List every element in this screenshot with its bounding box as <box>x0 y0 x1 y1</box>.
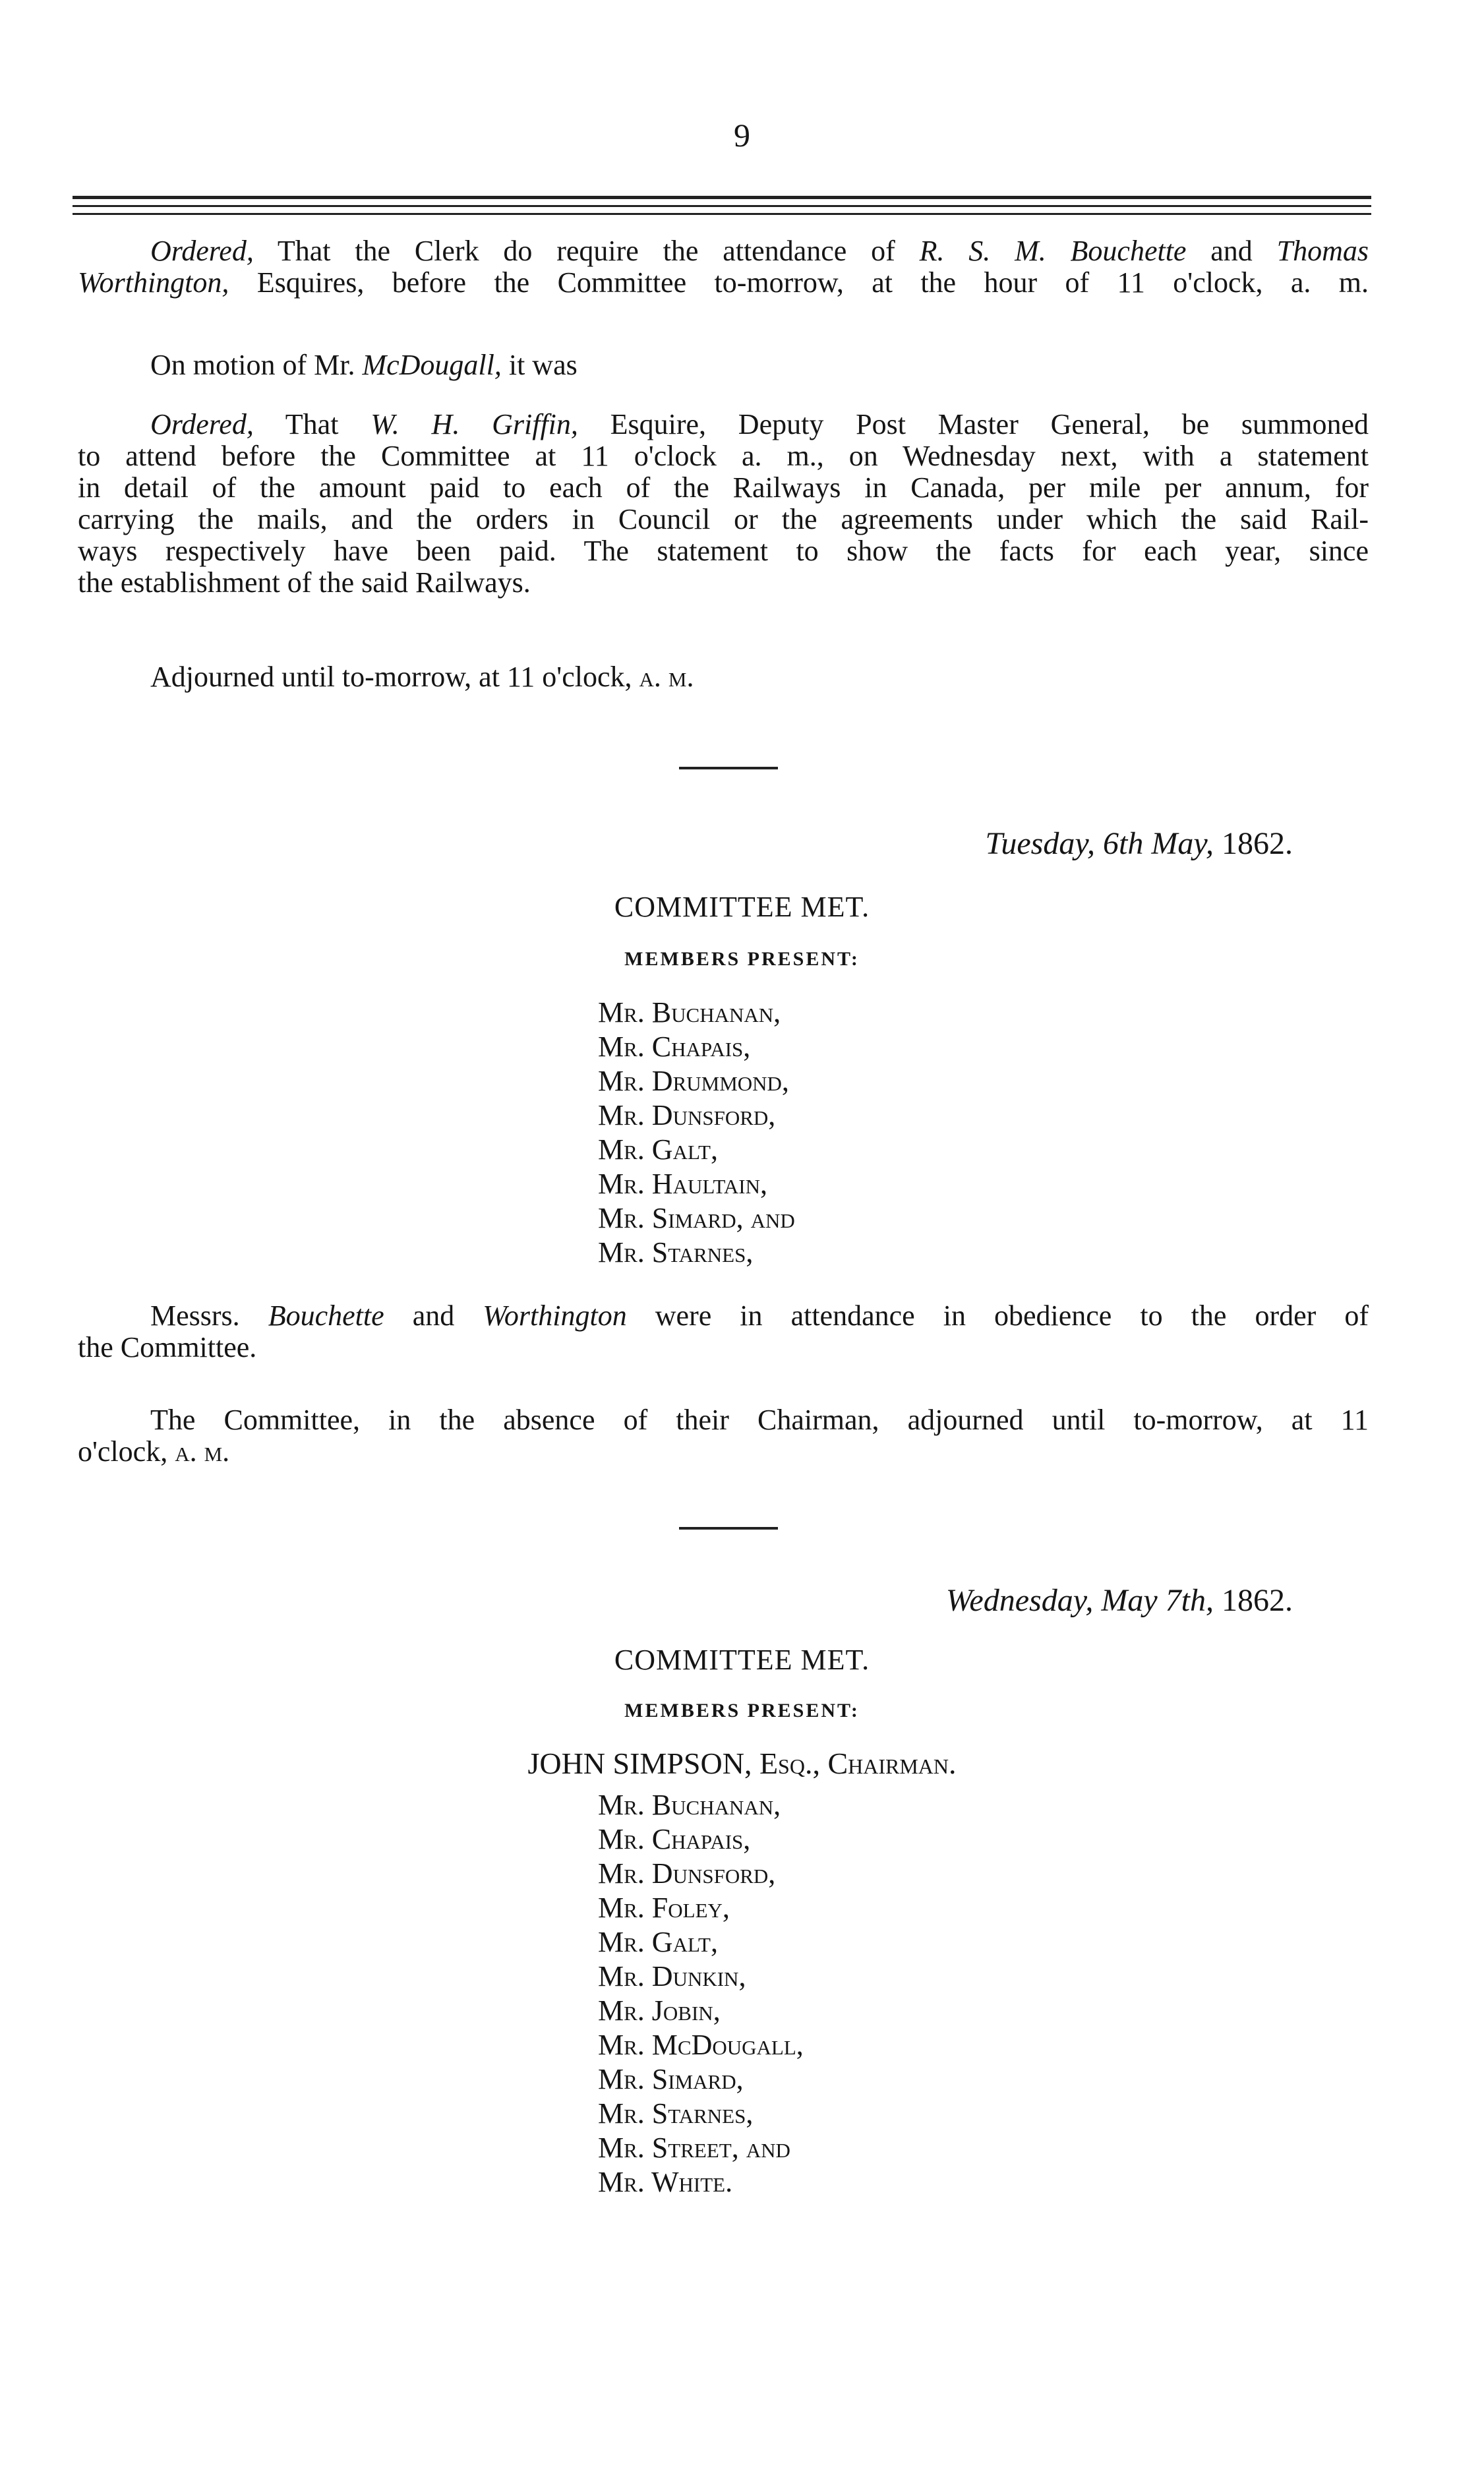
committee-met-heading: COMMITTEE MET. <box>614 1644 870 1676</box>
header-rule <box>73 205 1371 207</box>
members-present-label: MEMBERS PRESENT: <box>624 1700 860 1721</box>
adjourned-note <box>78 1404 1369 1468</box>
header-rule <box>73 196 1371 199</box>
attendance-note <box>78 1300 1369 1363</box>
text-line: to attend before the Committee at 11 o'clock a. m., on Wednesday next, with a statement <box>78 440 1369 472</box>
text-line: Ordered, That W. H. Griffin, Esquire, Deputy Post Master General, be summoned <box>150 408 1369 440</box>
section-separator <box>679 767 778 769</box>
members-present-label: MEMBERS PRESENT: <box>624 948 860 970</box>
text-line: ways respectively have been paid. The statement to show the facts for each year, since <box>78 535 1369 567</box>
text-line: in detail of the amount paid to each of the Railways in Canada, per mile per annum, for <box>78 471 1369 504</box>
document-page: 9 Ordered, That the Clerk do require the attendance of R. S. M. Bouchette and Thomas Worthington, Esquires, before the Committee to-morrow, at the hour of 11 o'clock, a. m. On motion of Mr. McDougall, it was Ordered, That W. H. Griffin, Esquire, Deputy Post Master General, be summoned to attend before the Committee at 11 o'clock a. m., on Wednesday next, with a statement in detail of the amount paid to each of the Railways in Canada, per mile per annum, for carrying the mails, and the orders in Council or the agreements under which the said Rail- ways respectively have been paid. The statement to show the facts for each year, since the establishment of the said Railways. Adjourned until to-morrow, at 11 o'clock, a. m. Tuesday, 6th May, 1862. COMMITTEE MET. MEMBERS PRESENT: Mr. Buchanan, Mr. Chapais, Mr. Drummond, Mr. Dunsford, Mr. Galt, Mr. Haultain, Mr. Simard, and Mr. Starnes, Messrs. Bouchette and Worthington were in attendance in obedience to the order of the Committee. The Committee, in the absence of their Chairman, adjourned until to-morrow, at 11 o'clock, a. m. Wednesday, May 7th, 1862. COMMITTEE MET. MEMBERS PRESENT: JOHN SIMPSON, Esq., Chairman. Mr. Buchanan, Mr. Chapais, Mr. Dunsford, Mr. Foley, Mr. Galt, Mr. Dunkin, Mr. Jobin, Mr. McDougall, Mr. Simard, Mr. Starnes, Mr. Street, and Mr. White. <box>0 0 1484 2479</box>
text-line: The Committee, in the absence of their Chairman, adjourned until to-morrow, at 11 <box>150 1404 1369 1436</box>
text-line: carrying the mails, and the orders in Council or the agreements under which the said Rail- <box>78 503 1369 535</box>
text-line: Adjourned until to-morrow, at 11 o'clock, a. m. <box>150 661 694 693</box>
order-paragraph-griffin <box>78 409 1369 599</box>
text-line: o'clock, a. m. <box>78 1435 230 1468</box>
chairman-line: JOHN SIMPSON, Esq., Chairman. <box>527 1747 957 1780</box>
header-rule <box>73 213 1371 215</box>
adjourned-paragraph <box>78 661 1369 693</box>
meeting-date: Tuesday, 6th May, 1862. <box>985 826 1293 861</box>
text-line: the establishment of the said Railways. <box>78 566 531 599</box>
text-line: On motion of Mr. McDougall, it was <box>150 349 578 381</box>
text-line: Messrs. Bouchette and Worthington were in attendance in obedience to the order of <box>150 1299 1369 1332</box>
text-line: Worthington, Esquires, before the Committee to-morrow, at the hour of 11 o'clock, a. m. <box>78 266 1369 299</box>
meeting-date: Wednesday, May 7th, 1862. <box>945 1583 1293 1618</box>
text-line: the Committee. <box>78 1331 257 1363</box>
section-separator <box>679 1527 778 1530</box>
text-line: Ordered, That the Clerk do require the attendance of R. S. M. Bouchette and Thomas <box>150 235 1369 267</box>
committee-met-heading: COMMITTEE MET. <box>614 891 870 923</box>
page-number: 9 <box>734 117 750 154</box>
motion-paragraph <box>78 349 1369 381</box>
order-paragraph-attendance <box>78 235 1369 299</box>
